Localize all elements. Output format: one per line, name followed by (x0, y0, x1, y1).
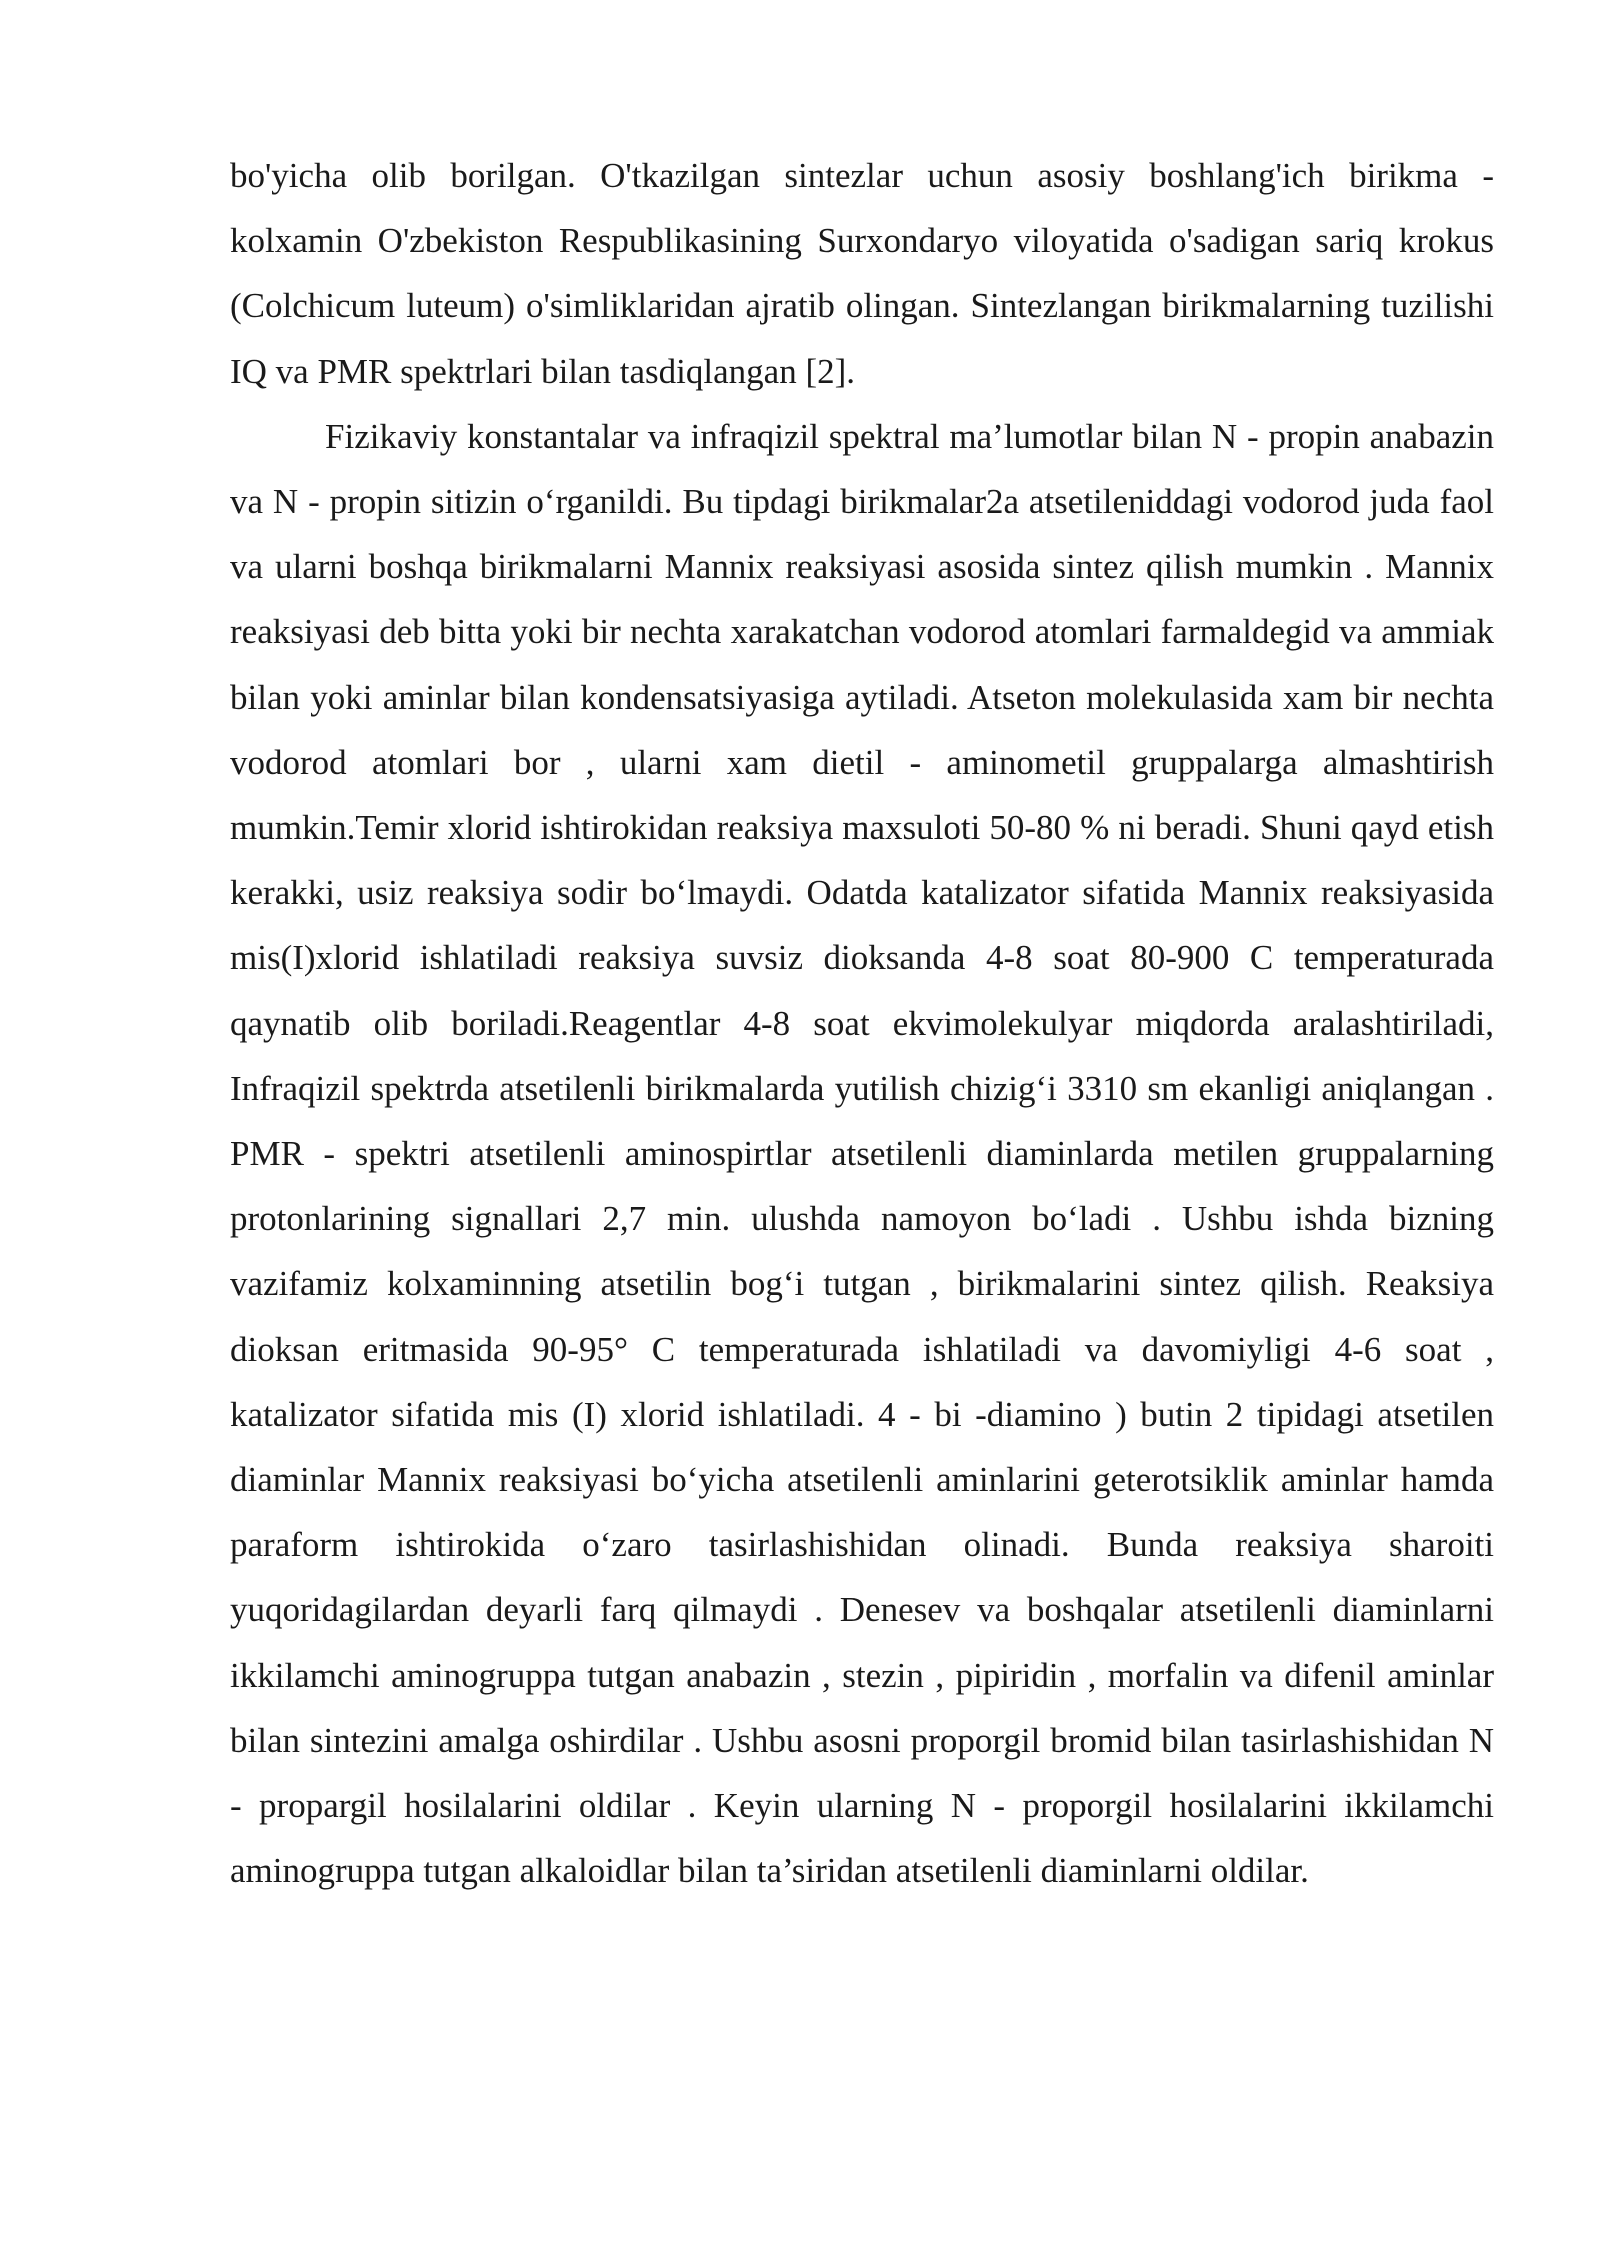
paragraph-2: Fizikaviy konstantalar va infraqizil spektral ma’lumotlar bilan N - propin anabazin va N - propin sitizin o‘rganildi. Bu tipdagi birikmalar2a atsetileniddagi vodorod juda faol va ularni boshqa birikmalarni Mannix reaksiyasi asosida sintez qilish mumkin . Mannix reaksiyasi deb bitta yoki bir nechta xarakatchan vodorod atomlari farmaldegid va ammiak bilan yoki aminlar bilan kondensatsiyasiga aytiladi. Atseton molekulasida xam bir nechta vodorod atomlari bor , ularni xam dietil - aminometil gruppalarga almashtirish mumkin.Temir xlorid ishtirokidan reaksiya maxsuloti 50-80 % ni beradi. Shuni qayd etish kerakki, usiz reaksiya sodir bo‘lmaydi. Odatda katalizator sifatida Mannix reaksiyasida mis(I)xlorid ishlatiladi reaksiya suvsiz dioksanda 4-8 soat 80-900 C temperaturada qaynatib olib boriladi.Reagentlar 4-8 soat ekvimolekulyar miqdorda aralashtiriladi, Infraqizil spektrda atsetilenli birikmalarda yutilish chizig‘i 3310 sm ekanligi aniqlangan . PMR - spektri atsetilenli aminospirtlar atsetilenli diaminlarda metilen gruppalarning protonlarining signallari 2,7 min. ulushda namoyon bo‘ladi . Ushbu ishda bizning vazifamiz kolxaminning atsetilin bog‘i tutgan , birikmalarini sintez qilish. Reaksiya dioksan eritmasida 90-95° C temperaturada ishlatiladi va davomiyligi 4-6 soat , katalizator sifatida mis (I) xlorid ishlatiladi. 4 - bi -diamino ) butin 2 tipidagi atsetilen diaminlar Mannix reaksiyasi bo‘yicha atsetilenli aminlarini geterotsiklik aminlar hamda paraform ishtirokida o‘zaro tasirlashishidan olinadi. Bunda reaksiya sharoiti yuqoridagilardan deyarli farq qilmaydi . Denesev va boshqalar atsetilenli diaminlarni ikkilamchi aminogruppa tutgan anabazin , stezin , pipiridin , morfalin va difenil aminlar bilan sintezini amalga oshirdilar . Ushbu asosni proporgil bromid bilan tasirlashishidan N - propargil hosilalarini oldilar . Keyin ularning N - proporgil hosilalarini ikkilamchi aminogruppa tutgan alkaloidlar bilan ta’siridan atsetilenli diaminlarni oldilar. (230, 416, 1494, 1891)
paragraph-1: bo'yicha olib borilgan. O'tkazilgan sintezlar uchun asosiy boshlang'ich birikma - kolxamin O'zbekiston Respublikasining Surxondaryo viloyatida o'sadigan sariq krokus (Colchicum luteum) o'simliklaridan ajratib olingan. Sintezlangan birikmalarning tuzilishi IQ va PMR spektrlari bilan tasdiqlangan [2]. (230, 156, 1494, 391)
document-body (230, 143, 1494, 1903)
